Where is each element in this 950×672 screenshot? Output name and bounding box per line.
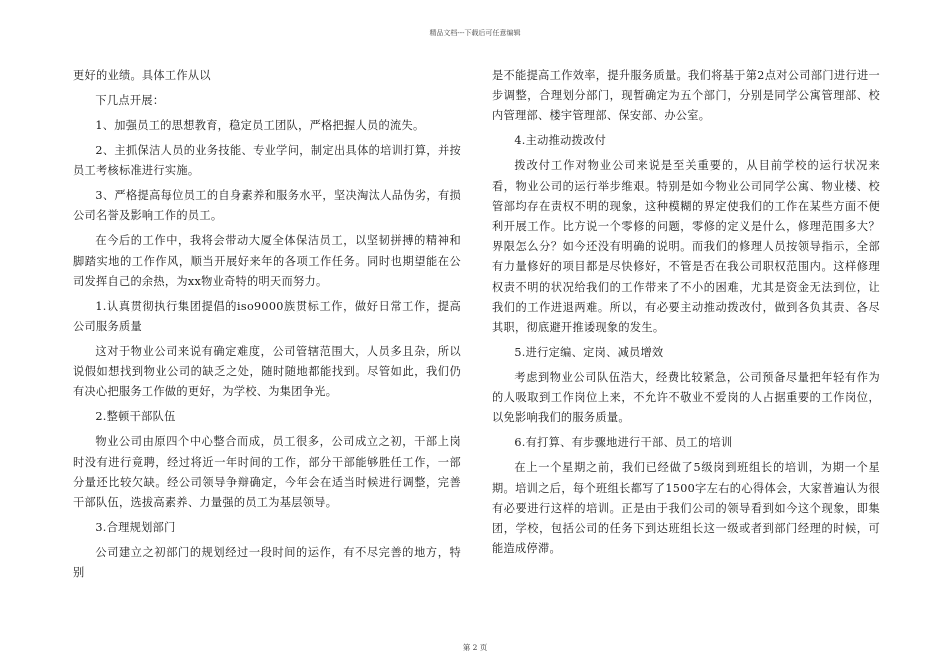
page-number: 第 2 页	[462, 643, 488, 652]
paragraph: 是不能提高工作效率，提升服务质量。我们将基于第2点对公司部门进行进一步调整，合理划分部门，现暂确定为五个部门，分别是同学公寓管理部、校内管理部、楼宇管理部、保安部、办公室。	[492, 69, 880, 123]
paragraph: 2、主抓保洁人员的业务技能、专业学问，制定出具体的培训打算，并按员工考核标准进行实施。	[73, 144, 461, 178]
paragraph: 1、加强员工的思想教育，稳定员工团队，严格把握人员的流失。	[95, 119, 425, 132]
paragraph: 公司建立之初部门的规划经过一段时间的运作，有不尽完善的地方，特别	[73, 546, 461, 580]
paragraph: 这对于物业公司来说有确定难度，公司管辖范围大，人员多且杂，所以说假如想找到物业公司的缺乏之处，随时随地都能找到。尽管如此，我们仍有决心把服务工作做的更好，为学校、为集团争光。	[73, 345, 461, 399]
paragraph: 物业公司由原四个中心整合而成，员工很多，公司成立之初，干部上岗时没有进行竟聘，经过将近一年时间的工作，部分干部能够胜任工作，一部分量还比较欠缺。经公司领导争辩确定，今年会在适当时候进行调整，完善干部队伍，选拔高素养、力量强的员工为基层领导。	[73, 435, 461, 510]
section-heading: 6.有打算、有步骤地进行干部、员工的培训	[514, 436, 733, 450]
right-column	[492, 66, 880, 564]
section-heading: 4.主动推动拨改付	[514, 134, 607, 148]
paragraph: 考虑到物业公司队伍浩大，经费比较紧急，公司预备尽量把年轻有作为的人吸取到工作岗位上来，不允许不敬业不爱岗的人占据重要的工作岗位，以免影响我们的服务质量。	[492, 371, 880, 425]
header-note: 精品文档---下载后可任意编辑	[429, 29, 521, 37]
paragraph: 更好的业绩。具体工作从以	[73, 69, 211, 82]
paragraph: 下几点开展：	[95, 94, 165, 107]
paragraph: 在今后的工作中，我将会带动大厦全体保洁员工，以坚韧拼搏的精神和脚踏实地的工作作风，顺当开展好来年的各项工作任务。同时也期望能在公司发挥自己的余热，为xx物业奇特的明天而努力。	[73, 234, 461, 288]
paragraph: 拨改付工作对物业公司来说是至关重要的，从目前学校的运行状况来看，物业公司的运行举步维艰。特别是如今物业公司同学公寓、物业楼、校管部均存在责权不明的现象，这种模糊的界定使我们的工作在某些方面不便利开展工作。比方说一个零修的问题，零修的定义是什么，修理范围多大？界限怎么分？如今还没有明确的说明。而我们的修理人员按领导指示，全部有力量修好的项目都是尽快修好，不管是否在我公司职权范围内。这样修理权责不明的状况给我们的工作带来了不小的困难，尤其是资金无法到位，让我们的工作进退两难。所以，有必要主动推动拨改付，做到各负其责、各尽其职，彻底避开推诿现象的发生。	[492, 159, 880, 335]
section-heading: 1.认真贯彻执行集团提倡的iso9000族贯标工作，做好日常工作，提高公司服务质量	[73, 299, 461, 334]
paragraph: 3、严格提高每位员工的自身素养和服务水平，坚决淘汰人品伪劣，有损公司名誉及影响工作的员工。	[73, 189, 461, 223]
paragraph: 在上一个星期之前，我们已经做了5级岗到班组长的培训，为期一个星期。培训之后，每个班组长都写了1500字左右的心得体会，大家普遍认为很有必要进行这样的培训。正是由于我们公司的领导看到如今这个现象，即集团，学校，包括公司的任务下到达班组长这一级或者到部门经理的时候，可能造成停滞。	[492, 461, 880, 556]
section-heading: 2.整顿干部队伍	[95, 410, 176, 424]
left-column	[73, 66, 461, 588]
section-heading: 5.进行定编、定岗、减员增效	[514, 346, 664, 360]
section-heading: 3.合理规划部门	[95, 521, 176, 535]
